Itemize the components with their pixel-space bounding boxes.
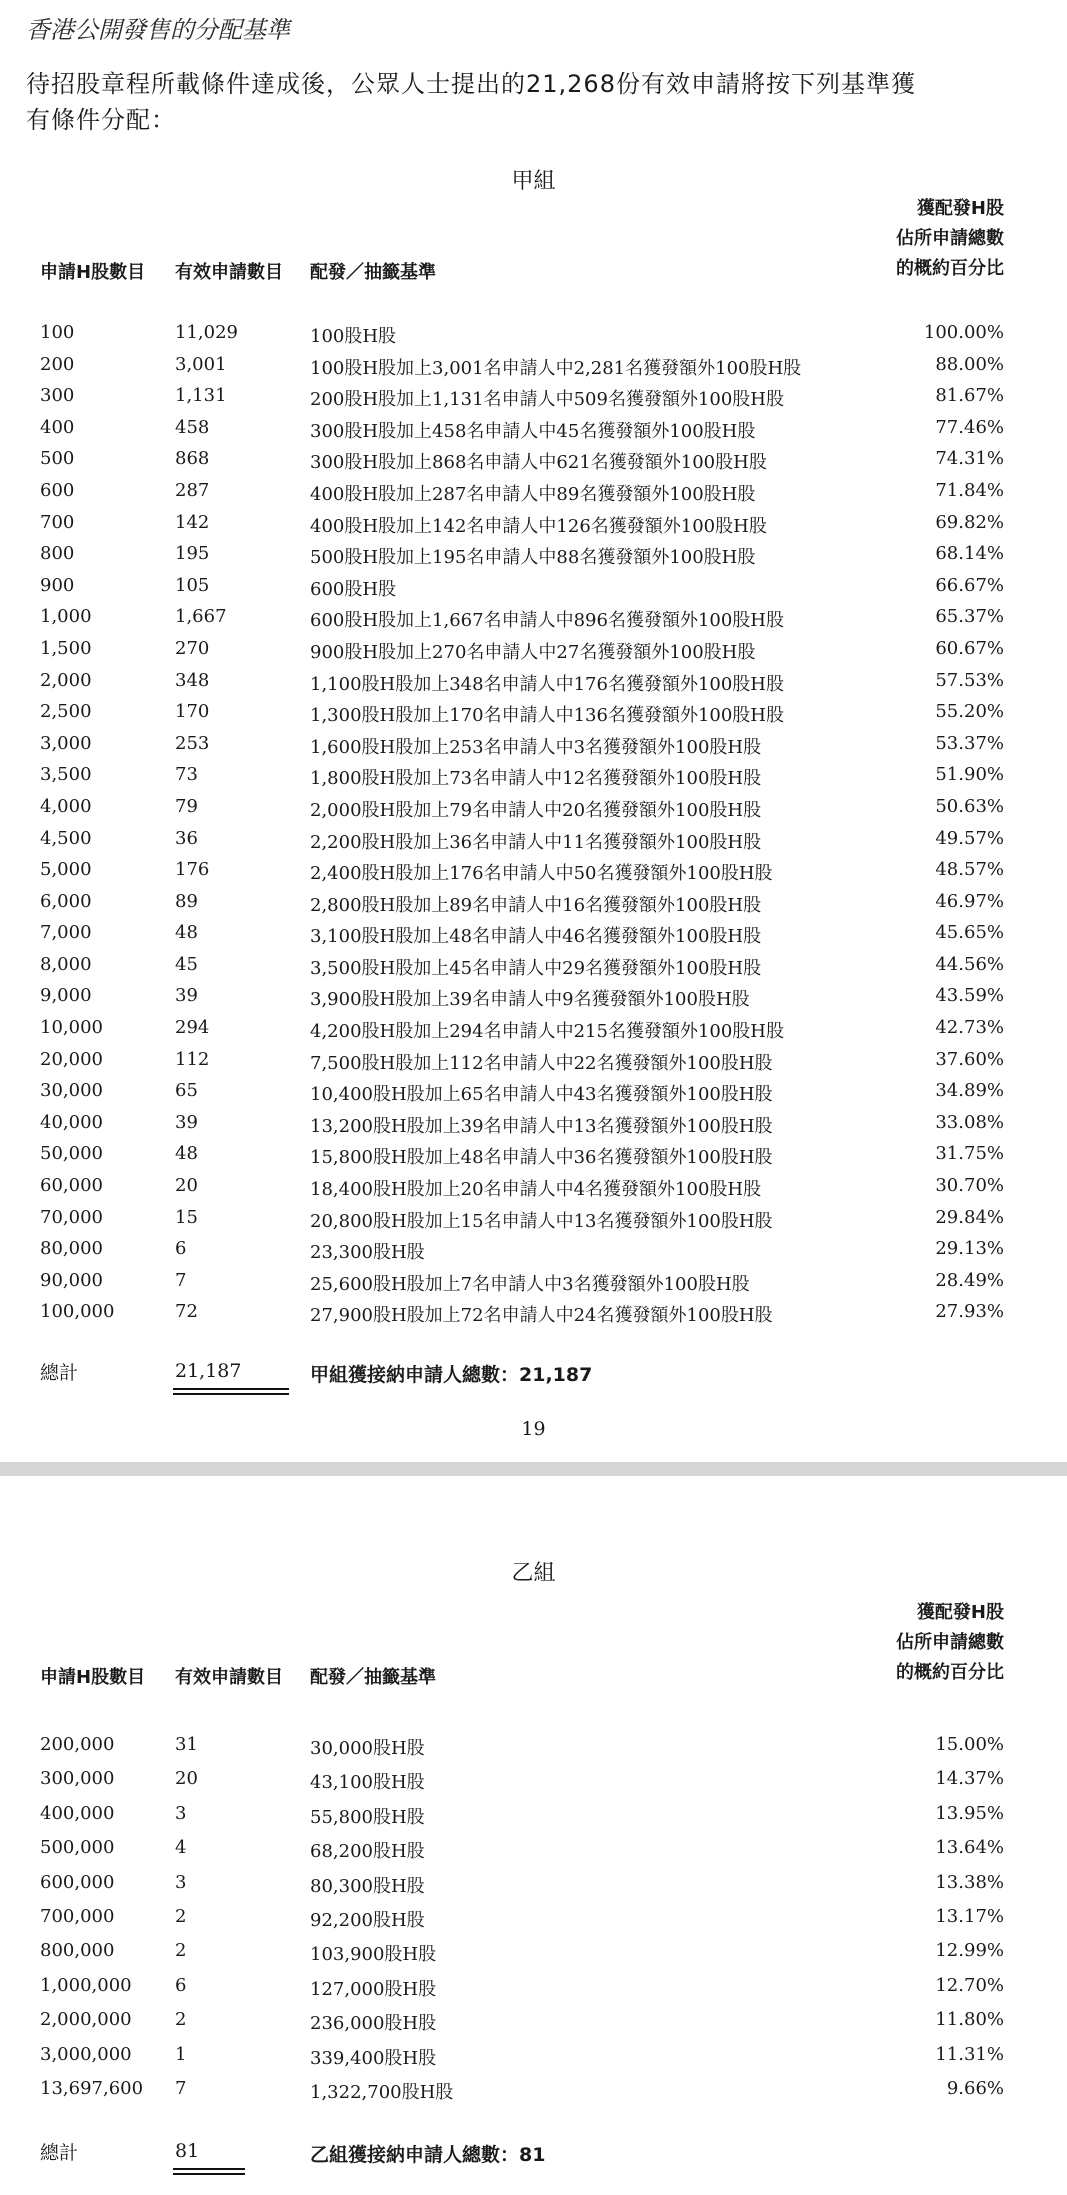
table-row	[0, 982, 1067, 1014]
pool-a-total-underline	[173, 1388, 289, 1395]
cell-percentage: 48.57%	[935, 859, 1004, 881]
cell-shares: 3,500	[40, 764, 92, 786]
header-shares: 申請H股數目	[40, 262, 146, 283]
cell-percentage: 51.90%	[935, 764, 1004, 786]
cell-basis: 236,000股H股	[310, 2013, 437, 2035]
cell-basis: 1,322,700股H股	[310, 2081, 454, 2103]
cell-percentage: 57.53%	[935, 669, 1004, 691]
cell-applications: 253	[175, 732, 210, 754]
cell-applications: 79	[175, 795, 198, 817]
cell-applications: 2	[175, 1905, 187, 1927]
table-row	[0, 793, 1067, 825]
cell-percentage: 13.38%	[935, 1871, 1004, 1893]
cell-percentage: 12.70%	[935, 1974, 1004, 1996]
table-row	[0, 698, 1067, 730]
cell-shares: 3,000	[40, 732, 92, 754]
cell-applications: 348	[175, 669, 210, 691]
cell-percentage: 11.80%	[935, 2009, 1004, 2031]
cell-applications: 4	[175, 1837, 187, 1859]
cell-shares: 600,000	[40, 1871, 115, 1893]
cell-percentage: 31.75%	[935, 1143, 1004, 1165]
cell-basis: 100股H股	[310, 326, 397, 347]
cell-percentage: 29.13%	[935, 1238, 1004, 1260]
table-row	[0, 667, 1067, 699]
cell-applications: 39	[175, 1111, 198, 1133]
cell-shares: 900	[40, 574, 75, 596]
cell-applications: 458	[175, 416, 210, 438]
cell-applications: 2	[175, 1940, 187, 1962]
cell-basis: 900股H股加上270名申請人中27名獲發額外100股H股	[310, 641, 756, 663]
cell-percentage: 45.65%	[935, 922, 1004, 944]
cell-basis: 43,100股H股	[310, 1772, 425, 1794]
cell-basis: 27,900股H股加上72名申請人中24名獲發額外100股H股	[310, 1305, 773, 1327]
intro-line-2: 有條件分配：	[26, 106, 176, 134]
table-row	[0, 1077, 1067, 1109]
cell-shares: 13,697,600	[40, 2077, 144, 2099]
cell-basis: 1,300股H股加上170名申請人中136名獲發額外100股H股	[310, 705, 784, 727]
cell-percentage: 34.89%	[935, 1080, 1004, 1102]
table-row	[0, 730, 1067, 762]
table-row	[0, 1046, 1067, 1078]
cell-basis: 600股H股	[310, 578, 397, 600]
cell-shares: 1,500	[40, 637, 92, 659]
cell-applications: 105	[175, 574, 210, 596]
intro-paragraph	[26, 66, 1016, 138]
table-row	[0, 509, 1067, 541]
cell-shares: 40,000	[40, 1111, 103, 1133]
cell-shares: 700,000	[40, 1905, 115, 1927]
cell-applications: 112	[175, 1048, 210, 1070]
cell-percentage: 12.99%	[935, 1940, 1004, 1962]
cell-shares: 9,000	[40, 985, 92, 1007]
cell-percentage: 46.97%	[935, 890, 1004, 912]
header-pct-line-3-b: 的概約百分比	[896, 1662, 1004, 1683]
cell-shares: 4,500	[40, 827, 92, 849]
cell-applications: 176	[175, 859, 210, 881]
table-row	[0, 1014, 1067, 1046]
cell-shares: 4,000	[40, 795, 92, 817]
table-row	[0, 635, 1067, 667]
cell-percentage: 77.46%	[935, 416, 1004, 438]
cell-basis: 300股H股加上458名申請人中45名獲發額外100股H股	[310, 420, 756, 442]
cell-percentage: 60.67%	[935, 637, 1004, 659]
cell-percentage: 13.64%	[935, 1837, 1004, 1859]
cell-applications: 36	[175, 827, 198, 849]
cell-applications: 6	[175, 1974, 187, 1996]
cell-basis: 400股H股加上142名申請人中126名獲發額外100股H股	[310, 515, 767, 537]
header-pct-line-2-b: 佔所申請總數	[896, 1632, 1004, 1653]
table-row	[0, 1972, 1067, 2006]
cell-percentage: 50.63%	[935, 795, 1004, 817]
cell-basis: 1,600股H股加上253名申請人中3名獲發額外100股H股	[310, 736, 762, 758]
cell-basis: 100股H股加上3,001名申請人中2,281名獲發額外100股H股	[310, 357, 802, 379]
cell-shares: 600	[40, 479, 75, 501]
cell-basis: 2,200股H股加上36名申請人中11名獲發額外100股H股	[310, 831, 762, 853]
table-row	[0, 1109, 1067, 1141]
cell-applications: 48	[175, 1143, 198, 1165]
cell-applications: 20	[175, 1768, 198, 1790]
cell-shares: 3,000,000	[40, 2043, 132, 2065]
table-row	[0, 1172, 1067, 1204]
cell-applications: 195	[175, 543, 210, 565]
table-row	[0, 1298, 1067, 1330]
pool-b-total-underline	[173, 2168, 245, 2175]
cell-shares: 8,000	[40, 953, 92, 975]
cell-percentage: 100.00%	[923, 322, 1004, 343]
header-pct-line-2: 佔所申請總數	[896, 228, 1004, 249]
cell-basis: 500股H股加上195名申請人中88名獲發額外100股H股	[310, 547, 756, 569]
header-shares-b: 申請H股數目	[40, 1667, 146, 1688]
cell-applications: 170	[175, 701, 210, 723]
cell-applications: 1,667	[175, 606, 227, 628]
pool-a-total-text: 甲組獲接納申請人總數：21,187	[310, 1364, 593, 1386]
cell-applications: 7	[175, 2077, 187, 2099]
cell-applications: 270	[175, 637, 210, 659]
cell-applications: 65	[175, 1080, 198, 1102]
cell-percentage: 29.84%	[935, 1206, 1004, 1228]
cell-percentage: 28.49%	[935, 1269, 1004, 1291]
table-row	[0, 919, 1067, 951]
table-row	[0, 1731, 1067, 1765]
cell-percentage: 43.59%	[935, 985, 1004, 1007]
cell-shares: 400	[40, 416, 75, 438]
cell-basis: 1,100股H股加上348名申請人中176名獲發額外100股H股	[310, 673, 784, 695]
header-percentage	[896, 194, 1004, 284]
cell-shares: 80,000	[40, 1238, 103, 1260]
cell-shares: 100,000	[40, 1301, 115, 1323]
cell-shares: 400,000	[40, 1802, 115, 1824]
cell-basis: 600股H股加上1,667名申請人中896名獲發額外100股H股	[310, 610, 784, 632]
cell-percentage: 53.37%	[935, 732, 1004, 754]
cell-shares: 500,000	[40, 1837, 115, 1859]
table-row	[0, 888, 1067, 920]
cell-applications: 1	[175, 2043, 187, 2065]
cell-shares: 200,000	[40, 1734, 115, 1755]
cell-basis: 30,000股H股	[310, 1738, 425, 1759]
cell-applications: 15	[175, 1206, 198, 1228]
cell-applications: 3	[175, 1802, 187, 1824]
table-row	[0, 856, 1067, 888]
table-row	[0, 825, 1067, 857]
cell-basis: 339,400股H股	[310, 2047, 437, 2069]
cell-basis: 3,500股H股加上45名申請人中29名獲發額外100股H股	[310, 957, 762, 979]
cell-basis: 2,800股H股加上89名申請人中16名獲發額外100股H股	[310, 894, 762, 916]
cell-shares: 6,000	[40, 890, 92, 912]
cell-basis: 3,900股H股加上39名申請人中9名獲發額外100股H股	[310, 989, 750, 1011]
cell-basis: 2,400股H股加上176名申請人中50名獲發額外100股H股	[310, 863, 773, 885]
cell-basis: 23,300股H股	[310, 1242, 425, 1264]
cell-basis: 13,200股H股加上39名申請人中13名獲發額外100股H股	[310, 1115, 773, 1137]
table-row	[0, 1903, 1067, 1937]
table-row	[0, 1235, 1067, 1267]
cell-percentage: 68.14%	[935, 543, 1004, 565]
header-basis: 配發／抽籤基準	[310, 262, 436, 283]
pool-a-table	[0, 319, 1067, 1330]
header-applications: 有效申請數目	[175, 262, 283, 283]
cell-applications: 11,029	[175, 322, 238, 343]
table-row	[0, 1765, 1067, 1799]
table-row	[0, 540, 1067, 572]
cell-basis: 103,900股H股	[310, 1944, 437, 1966]
table-row	[0, 1204, 1067, 1236]
document-page-2	[0, 1476, 1067, 2195]
table-row	[0, 445, 1067, 477]
cell-shares: 700	[40, 511, 75, 533]
pool-b-total-value: 81	[175, 2140, 200, 2162]
cell-shares: 2,500	[40, 701, 92, 723]
header-pct-line-1-b: 獲配發H股	[916, 1602, 1004, 1623]
cell-applications: 31	[175, 1734, 198, 1755]
page-number: 19	[521, 1418, 546, 1440]
cell-percentage: 55.20%	[935, 701, 1004, 723]
table-row	[0, 572, 1067, 604]
cell-applications: 1,131	[175, 385, 227, 407]
cell-shares: 200	[40, 353, 75, 375]
cell-applications: 39	[175, 985, 198, 1007]
cell-percentage: 14.37%	[935, 1768, 1004, 1790]
cell-shares: 7,000	[40, 922, 92, 944]
cell-shares: 1,000	[40, 606, 92, 628]
cell-shares: 2,000	[40, 669, 92, 691]
cell-basis: 15,800股H股加上48名申請人中36名獲發額外100股H股	[310, 1147, 773, 1169]
cell-percentage: 11.31%	[935, 2043, 1004, 2065]
cell-basis: 68,200股H股	[310, 1841, 425, 1863]
cell-applications: 3,001	[175, 353, 227, 375]
cell-percentage: 74.31%	[935, 448, 1004, 470]
cell-shares: 800,000	[40, 1940, 115, 1962]
table-row	[0, 414, 1067, 446]
header-pct-line-3: 的概約百分比	[896, 258, 1004, 279]
pool-a-total-value: 21,187	[175, 1360, 242, 1382]
table-row	[0, 761, 1067, 793]
cell-percentage: 37.60%	[935, 1048, 1004, 1070]
cell-basis: 7,500股H股加上112名申請人中22名獲發額外100股H股	[310, 1052, 773, 1074]
table-row	[0, 2075, 1067, 2109]
cell-shares: 20,000	[40, 1048, 103, 1070]
cell-basis: 1,800股H股加上73名申請人中12名獲發額外100股H股	[310, 768, 762, 790]
cell-shares: 30,000	[40, 1080, 103, 1102]
cell-percentage: 15.00%	[935, 1734, 1004, 1755]
cell-shares: 1,000,000	[40, 1974, 132, 1996]
cell-percentage: 69.82%	[935, 511, 1004, 533]
table-row	[0, 1834, 1067, 1868]
cell-shares: 800	[40, 543, 75, 565]
cell-basis: 3,100股H股加上48名申請人中46名獲發額外100股H股	[310, 926, 762, 948]
cell-basis: 25,600股H股加上7名申請人中3名獲發額外100股H股	[310, 1273, 750, 1295]
cell-percentage: 81.67%	[935, 385, 1004, 407]
pool-b-title: 乙組	[511, 1561, 556, 1586]
cell-percentage: 71.84%	[935, 479, 1004, 501]
pool-b-total-text: 乙組獲接納申請人總數：81	[310, 2144, 546, 2166]
cell-percentage: 27.93%	[935, 1301, 1004, 1323]
table-row	[0, 603, 1067, 635]
cell-percentage: 9.66%	[946, 2077, 1004, 2099]
cell-basis: 92,200股H股	[310, 1909, 425, 1931]
cell-applications: 73	[175, 764, 198, 786]
cell-applications: 7	[175, 1269, 187, 1291]
cell-applications: 6	[175, 1238, 187, 1260]
table-row	[0, 382, 1067, 414]
table-row	[0, 2041, 1067, 2075]
cell-applications: 142	[175, 511, 210, 533]
table-row	[0, 319, 1067, 351]
cell-percentage: 13.95%	[935, 1802, 1004, 1824]
cell-shares: 500	[40, 448, 75, 470]
cell-basis: 400股H股加上287名申請人中89名獲發額外100股H股	[310, 483, 756, 505]
cell-percentage: 65.37%	[935, 606, 1004, 628]
cell-basis: 80,300股H股	[310, 1875, 425, 1897]
cell-shares: 5,000	[40, 859, 92, 881]
cell-applications: 89	[175, 890, 198, 912]
cell-basis: 200股H股加上1,131名申請人中509名獲發額外100股H股	[310, 389, 784, 411]
cell-applications: 3	[175, 1871, 187, 1893]
cell-percentage: 33.08%	[935, 1111, 1004, 1133]
section-title: 香港公開發售的分配基準	[26, 16, 290, 44]
intro-line-1: 待招股章程所載條件達成後，公眾人士提出的21,268份有效申請將按下列基準獲	[26, 70, 916, 98]
cell-basis: 55,800股H股	[310, 1806, 425, 1828]
pool-b-total-label: 總計	[40, 2142, 79, 2164]
table-row	[0, 1267, 1067, 1299]
table-row	[0, 951, 1067, 983]
cell-applications: 287	[175, 479, 210, 501]
cell-basis: 2,000股H股加上79名申請人中20名獲發額外100股H股	[310, 799, 762, 821]
cell-applications: 20	[175, 1175, 198, 1197]
cell-shares: 300,000	[40, 1768, 115, 1790]
cell-percentage: 13.17%	[935, 1905, 1004, 1927]
table-row	[0, 351, 1067, 383]
pool-a-total-label: 總計	[40, 1362, 79, 1384]
cell-shares: 10,000	[40, 1017, 103, 1039]
header-basis-b: 配發／抽籤基準	[310, 1667, 436, 1688]
pool-b-table	[0, 1731, 1067, 2109]
cell-percentage: 42.73%	[935, 1017, 1004, 1039]
cell-percentage: 30.70%	[935, 1175, 1004, 1197]
table-row	[0, 1869, 1067, 1903]
pool-a-title: 甲組	[511, 169, 556, 194]
cell-basis: 300股H股加上868名申請人中621名獲發額外100股H股	[310, 452, 767, 474]
cell-applications: 48	[175, 922, 198, 944]
cell-shares: 300	[40, 385, 75, 407]
table-row	[0, 477, 1067, 509]
cell-basis: 4,200股H股加上294名申請人中215名獲發額外100股H股	[310, 1021, 784, 1043]
cell-applications: 2	[175, 2009, 187, 2031]
header-pct-line-1: 獲配發H股	[916, 198, 1004, 219]
cell-basis: 20,800股H股加上15名申請人中13名獲發額外100股H股	[310, 1210, 773, 1232]
header-percentage-b	[896, 1598, 1004, 1688]
cell-applications: 45	[175, 953, 198, 975]
table-row	[0, 1800, 1067, 1834]
cell-basis: 10,400股H股加上65名申請人中43名獲發額外100股H股	[310, 1084, 773, 1106]
table-row	[0, 2006, 1067, 2040]
cell-shares: 90,000	[40, 1269, 103, 1291]
table-row	[0, 1140, 1067, 1172]
cell-percentage: 49.57%	[935, 827, 1004, 849]
cell-percentage: 66.67%	[935, 574, 1004, 596]
cell-shares: 50,000	[40, 1143, 103, 1165]
header-applications-b: 有效申請數目	[175, 1667, 283, 1688]
cell-applications: 868	[175, 448, 210, 470]
table-row	[0, 1937, 1067, 1971]
cell-percentage: 88.00%	[935, 353, 1004, 375]
cell-shares: 60,000	[40, 1175, 103, 1197]
cell-basis: 18,400股H股加上20名申請人中4名獲發額外100股H股	[310, 1179, 762, 1201]
cell-applications: 72	[175, 1301, 198, 1323]
cell-applications: 294	[175, 1017, 210, 1039]
page-separator	[0, 1462, 1067, 1476]
cell-shares: 70,000	[40, 1206, 103, 1228]
cell-shares: 100	[40, 322, 75, 343]
cell-basis: 127,000股H股	[310, 1978, 437, 2000]
cell-shares: 2,000,000	[40, 2009, 132, 2031]
cell-percentage: 44.56%	[935, 953, 1004, 975]
